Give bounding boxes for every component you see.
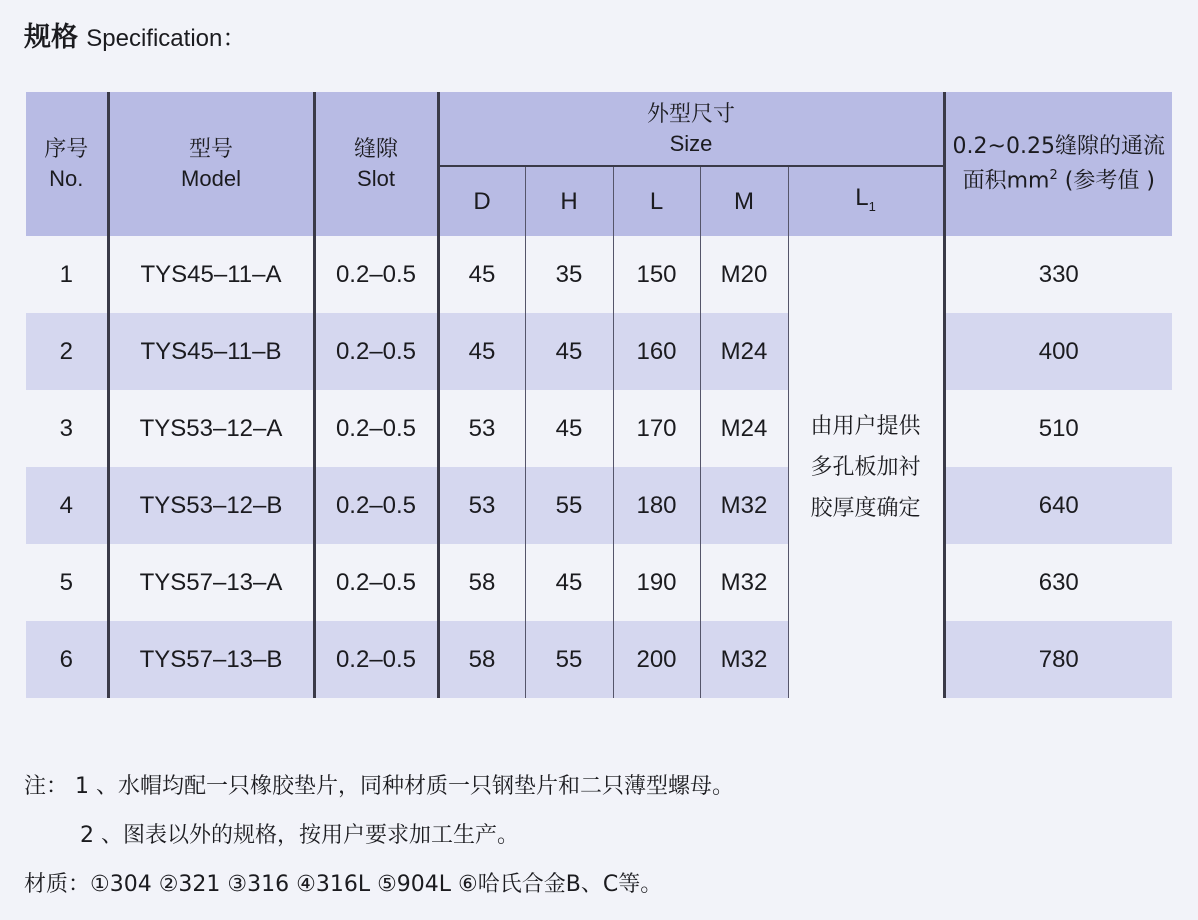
table-row bbox=[26, 236, 1172, 313]
cell-area: 630 bbox=[944, 544, 1172, 621]
cell-h: 45 bbox=[525, 390, 613, 467]
cell-l: 190 bbox=[613, 544, 700, 621]
header-l1-sub: 1 bbox=[868, 198, 876, 214]
header-h: H bbox=[525, 166, 613, 236]
cell-area: 510 bbox=[944, 390, 1172, 467]
cell-area: 640 bbox=[944, 467, 1172, 544]
notes bbox=[24, 762, 734, 909]
l1-note-line3: 胶厚度确定 bbox=[810, 495, 921, 521]
header-size-zh: 外型尺寸 bbox=[646, 101, 735, 127]
cell-l: 170 bbox=[613, 390, 700, 467]
cell-m: M24 bbox=[700, 390, 788, 467]
cell-model: TYS53–12–B bbox=[108, 467, 314, 544]
header-area-line1: 0.2~0.25缝隙的通流 bbox=[952, 134, 1165, 160]
table-body bbox=[26, 236, 1172, 698]
cell-m: M32 bbox=[700, 621, 788, 698]
cell-d: 53 bbox=[438, 390, 525, 467]
cell-model: TYS45–11–B bbox=[108, 313, 314, 390]
header-no-en: No. bbox=[49, 166, 84, 191]
cell-l: 180 bbox=[613, 467, 700, 544]
title-en: Specification： bbox=[86, 25, 247, 52]
cell-model: TYS57–13–A bbox=[108, 544, 314, 621]
cell-model: TYS45–11–A bbox=[108, 236, 314, 313]
cell-no: 3 bbox=[26, 390, 108, 467]
table-row bbox=[26, 313, 1172, 390]
header-area-pre: 面积mm bbox=[962, 168, 1050, 194]
cell-l: 160 bbox=[613, 313, 700, 390]
cell-d: 45 bbox=[438, 236, 525, 313]
cell-d: 58 bbox=[438, 621, 525, 698]
table-row bbox=[26, 621, 1172, 698]
header-model-zh: 型号 bbox=[188, 137, 233, 162]
cell-d: 45 bbox=[438, 313, 525, 390]
header-slot-en: Slot bbox=[357, 166, 395, 191]
cell-l: 150 bbox=[613, 236, 700, 313]
cell-no: 2 bbox=[26, 313, 108, 390]
note-2: 2 、图表以外的规格，按用户要求加工生产。 bbox=[80, 823, 519, 848]
cell-no: 4 bbox=[26, 467, 108, 544]
header-slot-zh: 缝隙 bbox=[353, 137, 398, 162]
cell-no: 1 bbox=[26, 236, 108, 313]
cell-h: 45 bbox=[525, 544, 613, 621]
table-row bbox=[26, 390, 1172, 467]
cell-slot: 0.2–0.5 bbox=[314, 313, 438, 390]
header-area-line2 bbox=[946, 161, 1173, 195]
header-model bbox=[108, 92, 314, 236]
cell-h: 55 bbox=[525, 621, 613, 698]
header-d: D bbox=[438, 166, 525, 236]
material-note: 材质：①304 ②321 ③316 ④316L ⑤904L ⑥哈氏合金B、C等。 bbox=[24, 872, 663, 897]
cell-area: 780 bbox=[944, 621, 1172, 698]
cell-d: 53 bbox=[438, 467, 525, 544]
cell-slot: 0.2–0.5 bbox=[314, 544, 438, 621]
cell-slot: 0.2–0.5 bbox=[314, 621, 438, 698]
specification-table bbox=[26, 92, 1172, 698]
header-l: L bbox=[613, 166, 700, 236]
title-zh: 规格 bbox=[24, 22, 78, 53]
header-flow-area bbox=[944, 92, 1172, 236]
cell-area: 330 bbox=[944, 236, 1172, 313]
header-l1 bbox=[788, 166, 944, 236]
cell-h: 35 bbox=[525, 236, 613, 313]
header-m: M bbox=[700, 166, 788, 236]
cell-l: 200 bbox=[613, 621, 700, 698]
cell-d: 58 bbox=[438, 544, 525, 621]
l1-note-line1: 由用户提供 bbox=[810, 413, 921, 439]
l1-note bbox=[788, 236, 944, 698]
cell-slot: 0.2–0.5 bbox=[314, 236, 438, 313]
cell-m: M24 bbox=[700, 313, 788, 390]
cell-model: TYS57–13–B bbox=[108, 621, 314, 698]
header-area-post: (参考值 ) bbox=[1057, 168, 1155, 194]
page-title bbox=[24, 18, 246, 59]
cell-slot: 0.2–0.5 bbox=[314, 467, 438, 544]
cell-slot: 0.2–0.5 bbox=[314, 390, 438, 467]
cell-h: 55 bbox=[525, 467, 613, 544]
cell-no: 5 bbox=[26, 544, 108, 621]
header-no bbox=[26, 92, 108, 236]
table-row bbox=[26, 467, 1172, 544]
l1-note-line2: 多孔板加衬 bbox=[810, 454, 921, 480]
header-size bbox=[438, 92, 944, 166]
cell-no: 6 bbox=[26, 621, 108, 698]
header-area-sup: 2 bbox=[1049, 168, 1058, 184]
cell-area: 400 bbox=[944, 313, 1172, 390]
header-no-zh: 序号 bbox=[44, 137, 89, 162]
header-size-en: Size bbox=[669, 130, 713, 156]
note-1: 注： 1 、水帽均配一只橡胶垫片，同种材质一只钢垫片和二只薄型螺母。 bbox=[24, 774, 734, 799]
header-model-en: Model bbox=[181, 166, 241, 191]
header-l1-base: L bbox=[855, 183, 869, 211]
cell-h: 45 bbox=[525, 313, 613, 390]
cell-m: M32 bbox=[700, 467, 788, 544]
table-row bbox=[26, 544, 1172, 621]
header-slot bbox=[314, 92, 438, 236]
cell-m: M20 bbox=[700, 236, 788, 313]
cell-m: M32 bbox=[700, 544, 788, 621]
cell-model: TYS53–12–A bbox=[108, 390, 314, 467]
table-header bbox=[26, 92, 1172, 236]
